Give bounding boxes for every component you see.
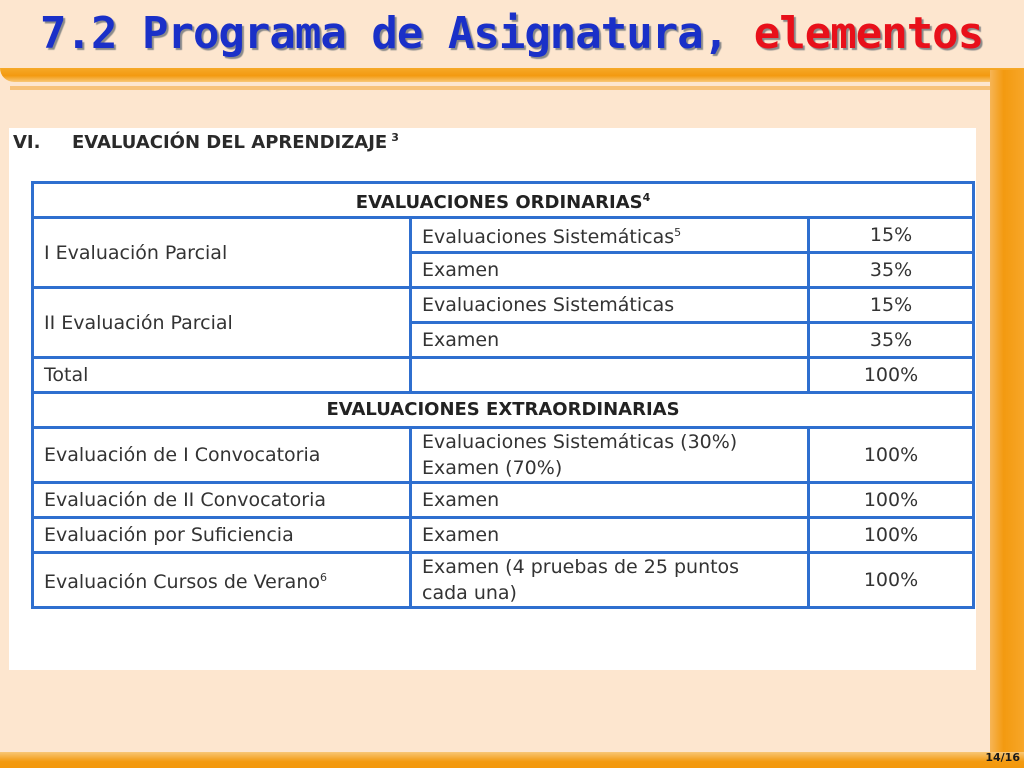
- section-footnote: 3: [391, 131, 399, 144]
- p2-pct-1: 15%: [809, 288, 974, 323]
- p2-item-2: Examen: [411, 323, 809, 358]
- p1-label: I Evaluación Parcial: [33, 218, 411, 288]
- decorative-bottom-bar: [0, 752, 1024, 768]
- e4-item-line-1: Examen (4 pruebas de 25 puntos: [422, 556, 740, 578]
- e1-item-line-1: Evaluaciones Sistemáticas (30%): [422, 431, 738, 453]
- e2-label: Evaluación de II Convocatoria: [33, 483, 411, 518]
- decorative-top-line: [10, 86, 1024, 90]
- e4-label: [33, 553, 411, 608]
- evaluation-table: [31, 181, 975, 609]
- p1-item-1-footnote: 5: [674, 226, 682, 239]
- table-row: [33, 288, 974, 323]
- total-label: Total: [33, 358, 411, 393]
- p1-pct-1: 15%: [809, 218, 974, 253]
- slide-title-accent: elementos: [753, 8, 984, 59]
- e3-label: Evaluación por Suficiencia: [33, 518, 411, 553]
- table-row: [33, 428, 974, 483]
- extra-header: EVALUACIONES EXTRAORDINARIAS: [33, 393, 974, 428]
- table-row: [33, 518, 974, 553]
- ordinarias-header: [33, 183, 974, 218]
- e1-label: Evaluación de I Convocatoria: [33, 428, 411, 483]
- p1-item-1-text: Evaluaciones Sistemáticas: [422, 226, 675, 248]
- document-panel: [9, 128, 976, 670]
- e4-item-line-2: cada una): [422, 582, 517, 604]
- total-pct: 100%: [809, 358, 974, 393]
- total-empty: [411, 358, 809, 393]
- e1-pct: 100%: [809, 428, 974, 483]
- slide-title-main: 7.2 Programa de Asignatura,: [40, 8, 729, 59]
- decorative-top-bar: [0, 68, 1024, 82]
- e4-footnote: 6: [320, 571, 327, 584]
- table-row: [33, 483, 974, 518]
- p2-pct-2: 35%: [809, 323, 974, 358]
- e1-item: [411, 428, 809, 483]
- e1-item-line-2: Examen (70%): [422, 457, 563, 479]
- p1-pct-2: 35%: [809, 253, 974, 288]
- slide-title: [40, 4, 984, 64]
- ordinarias-footnote: 4: [642, 190, 651, 204]
- ordinarias-header-text: EVALUACIONES ORDINARIAS: [355, 191, 643, 213]
- e4-label-text: Evaluación Cursos de Verano: [44, 571, 320, 593]
- table-row: [33, 218, 974, 253]
- e3-item: Examen: [411, 518, 809, 553]
- table-row: [33, 183, 974, 218]
- decorative-right-bar: [990, 70, 1024, 768]
- e4-item: [411, 553, 809, 608]
- p2-label: II Evaluación Parcial: [33, 288, 411, 358]
- e2-pct: 100%: [809, 483, 974, 518]
- e2-item: Examen: [411, 483, 809, 518]
- e4-pct: 100%: [809, 553, 974, 608]
- section-heading-text: EVALUACIÓN DEL APRENDIZAJE: [72, 132, 388, 153]
- p1-item-2: Examen: [411, 253, 809, 288]
- p2-item-1: Evaluaciones Sistemáticas: [411, 288, 809, 323]
- e3-pct: 100%: [809, 518, 974, 553]
- p1-item-1: [411, 218, 809, 253]
- page-number: 14/16: [985, 751, 1020, 764]
- section-heading: [13, 131, 399, 153]
- table-row: [33, 358, 974, 393]
- table-row: [33, 393, 974, 428]
- table-row: [33, 553, 974, 608]
- section-number: VI.: [13, 132, 41, 153]
